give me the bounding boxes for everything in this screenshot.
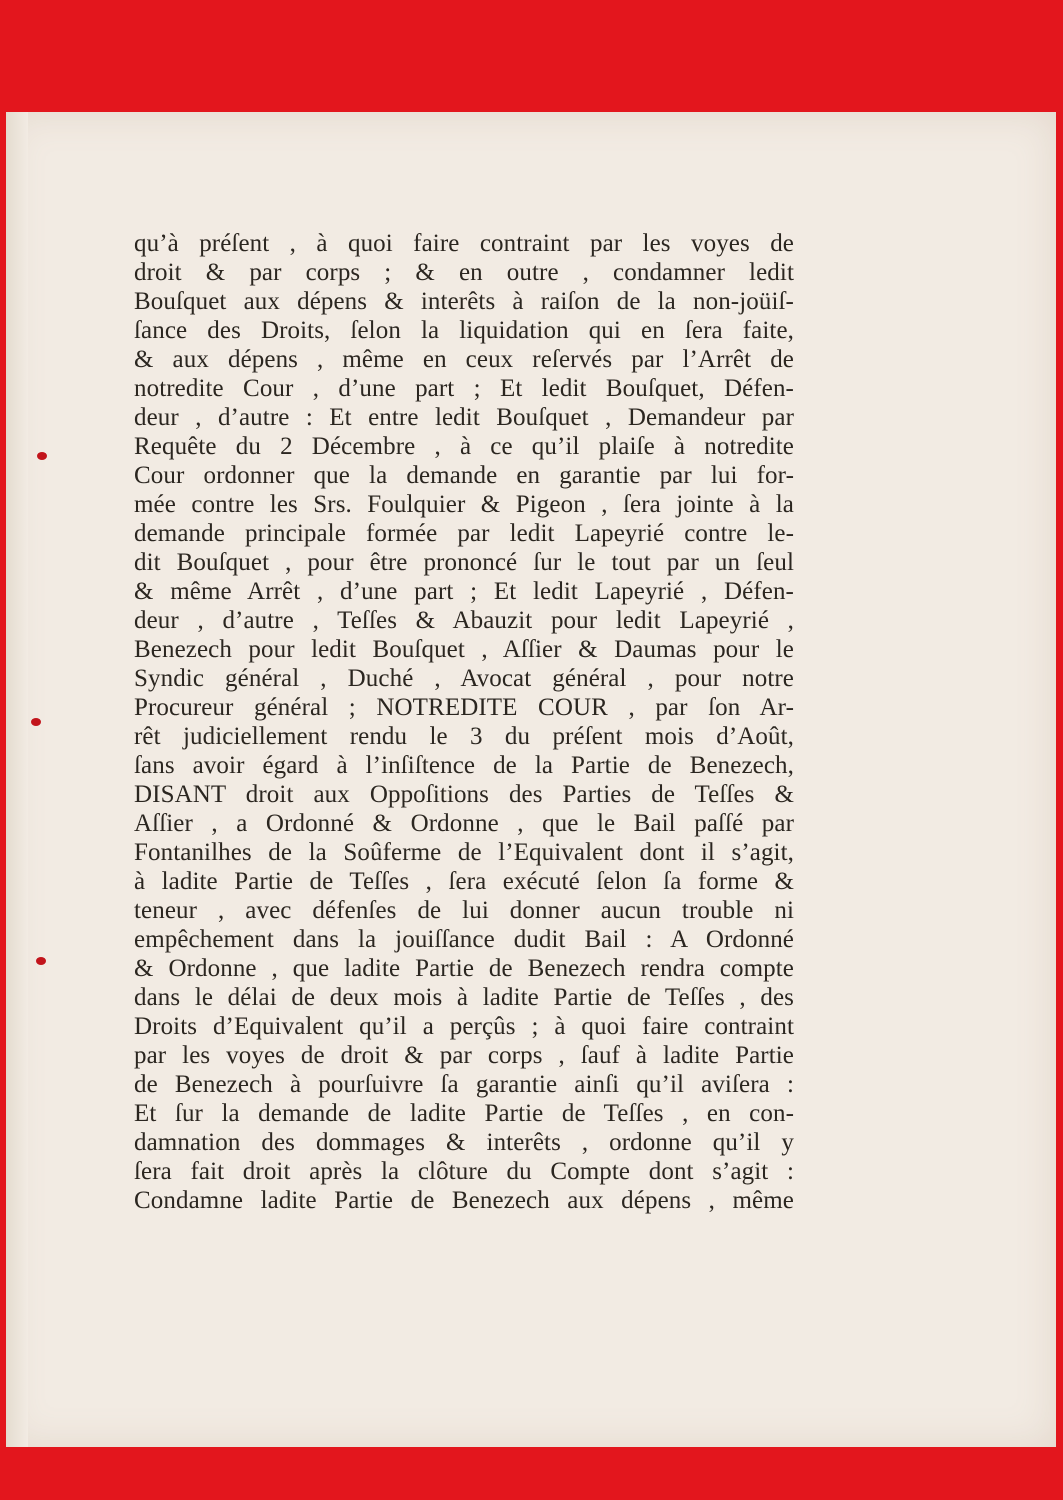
text-line: damnation des dommages & interêts , ordonne qu’il y xyxy=(134,1129,794,1156)
text-line: de Benezech à pourſuivre ſa garantie ainſi qu’il aviſera : xyxy=(134,1071,794,1098)
text-line: empêchement dans la jouiſſance dudit Bail : A Ordonné xyxy=(134,926,794,953)
text-line: DISANT droit aux Oppoſitions des Parties de Teſſes & xyxy=(134,781,794,808)
text-line: Fontanilhes de la Soûferme de l’Equivalent dont il s’agit, xyxy=(134,839,794,866)
text-line: à ladite Partie de Teſſes , ſera exécuté ſelon ſa forme & xyxy=(134,868,794,895)
text-line: Syndic général , Duché , Avocat général , pour notre xyxy=(134,665,794,692)
stitch-hole-1 xyxy=(37,452,47,460)
page-binding-edge xyxy=(6,112,28,1447)
text-line: teneur , avec défenſes de lui donner aucun trouble ni xyxy=(134,897,794,924)
text-line: Et ſur la demande de ladite Partie de Teſſes , en con- xyxy=(134,1100,794,1127)
text-line: qu’à préſent , à quoi faire contraint par les voyes de xyxy=(134,230,794,257)
text-line: Condamne ladite Partie de Benezech aux dépens , même xyxy=(134,1187,794,1214)
text-line: deur , d’autre : Et entre ledit Bouſquet , Demandeur par xyxy=(134,404,794,431)
text-line: Requête du 2 Décembre , à ce qu’il plaiſe à notredite xyxy=(134,433,794,460)
text-line: Cour ordonner que la demande en garantie par lui for- xyxy=(134,462,794,489)
document-page xyxy=(6,112,1056,1447)
document-body-text xyxy=(134,229,794,1215)
stitch-hole-3 xyxy=(36,957,46,965)
text-line: ſera fait droit après la clôture du Compte dont s’agit : xyxy=(134,1158,794,1185)
text-line: rêt judiciellement rendu le 3 du préſent mois d’Août, xyxy=(134,723,794,750)
text-line: & Ordonne , que ladite Partie de Benezech rendra compte xyxy=(134,955,794,982)
text-line: demande principale formée par ledit Lapeyrié contre le- xyxy=(134,520,794,547)
text-line: notredite Cour , d’une part ; Et ledit Bouſquet, Défen- xyxy=(134,375,794,402)
text-line: & aux dépens , même en ceux reſervés par l’Arrêt de xyxy=(134,346,794,373)
text-line: mée contre les Srs. Foulquier & Pigeon , ſera jointe à la xyxy=(134,491,794,518)
text-line: ſans avoir égard à l’inſiſtence de la Partie de Benezech, xyxy=(134,752,794,779)
text-line: ſance des Droits, ſelon la liquidation qui en ſera faite, xyxy=(134,317,794,344)
text-line: Droits d’Equivalent qu’il a perçûs ; à quoi faire contraint xyxy=(134,1013,794,1040)
text-line: Procureur général ; NOTREDITE COUR , par ſon Ar- xyxy=(134,694,794,721)
text-line: & même Arrêt , d’une part ; Et ledit Lapeyrié , Défen- xyxy=(134,578,794,605)
text-line: Bouſquet aux dépens & interêts à raiſon de la non-joüiſ- xyxy=(134,288,794,315)
stitch-hole-2 xyxy=(31,718,41,726)
text-line: dit Bouſquet , pour être prononcé ſur le tout par un ſeul xyxy=(134,549,794,576)
text-line: droit & par corps ; & en outre , condamner ledit xyxy=(134,259,794,286)
text-line: Aſſier , a Ordonné & Ordonne , que le Bail paſſé par xyxy=(134,810,794,837)
text-line: par les voyes de droit & par corps , ſauf à ladite Partie xyxy=(134,1042,794,1069)
text-line: dans le délai de deux mois à ladite Partie de Teſſes , des xyxy=(134,984,794,1011)
text-line: deur , d’autre , Teſſes & Abauzit pour ledit Lapeyrié , xyxy=(134,607,794,634)
text-line: Benezech pour ledit Bouſquet , Aſſier & Daumas pour le xyxy=(134,636,794,663)
